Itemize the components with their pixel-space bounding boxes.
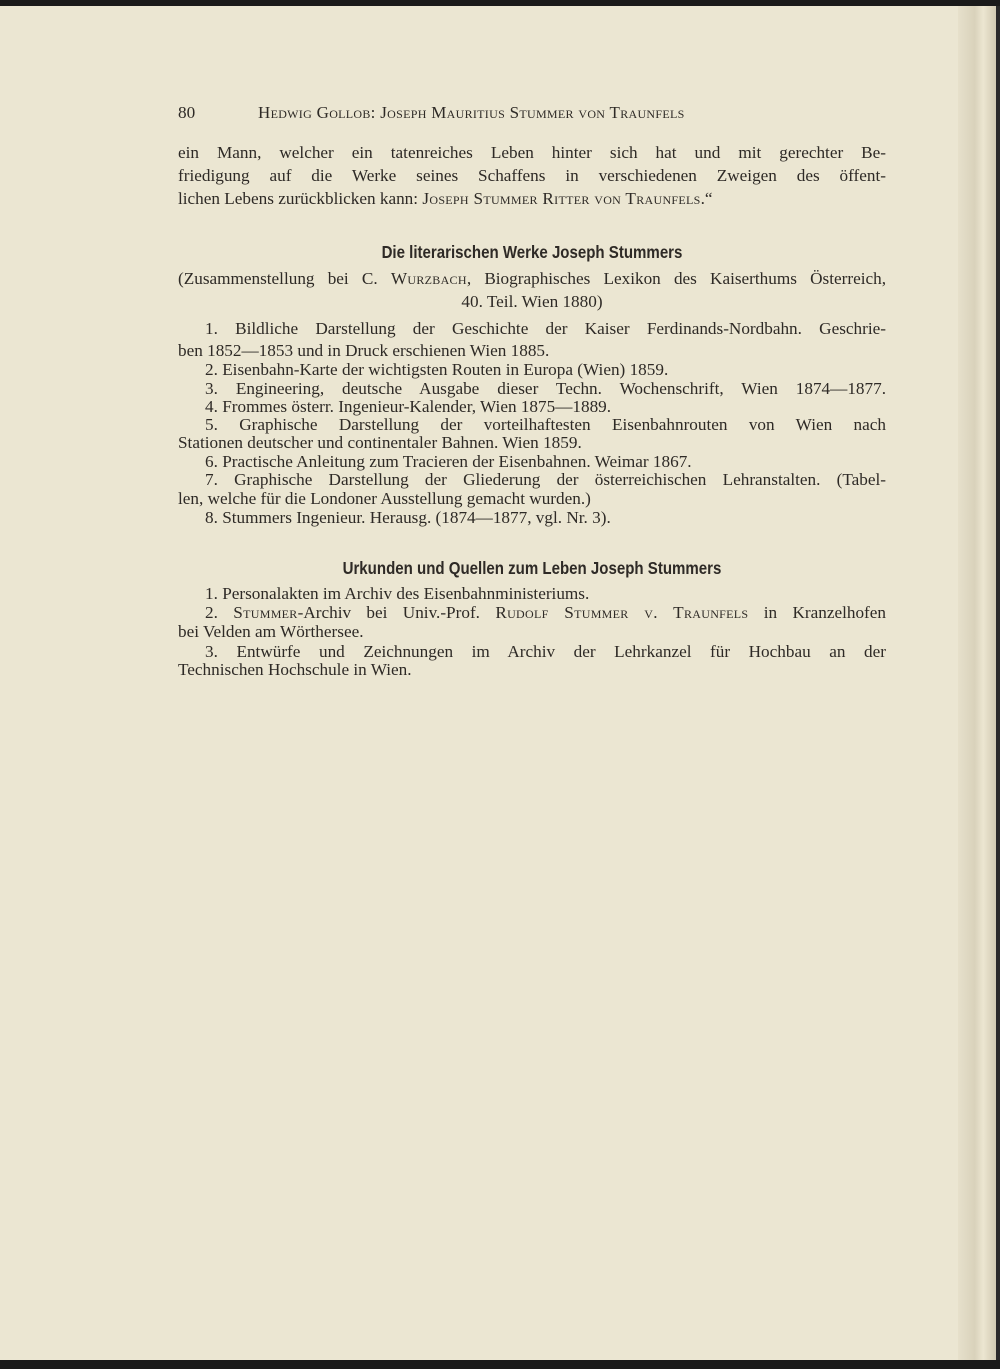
- list-item-line: [205, 508, 886, 528]
- text-segment: 6. Practische Anleitung zum Tracieren der Eisenbahnen. Weimar 1867.: [205, 452, 692, 471]
- text-segment: 7. Graphische Darstellung der Gliederung der österreichischen Lehranstalten. (Tabel-: [205, 470, 886, 489]
- section-heading: [228, 242, 837, 262]
- text-segment: Technischen Hochschule in Wien.: [178, 660, 412, 679]
- source-note-line: [178, 292, 886, 312]
- text-segment: len, welche für die Londoner Ausstellung gemacht wurden.): [178, 489, 591, 508]
- text-segment: 3. Entwürfe und Zeichnungen im Archiv der Lehrkanzel für Hochbau an der: [205, 642, 886, 661]
- text-segment: 2.: [205, 603, 234, 622]
- section-heading: [228, 558, 837, 578]
- text-segment: 1. Personalakten im Archiv des Eisenbahnministeriums.: [205, 584, 590, 603]
- text-segment: (Zusammenstellung bei C.: [178, 269, 391, 288]
- list-item-line: [205, 642, 886, 662]
- text-segment: 40. Teil. Wien 1880): [461, 292, 603, 311]
- list-item-line: [178, 660, 886, 680]
- list-item-line: [178, 341, 886, 361]
- text-segment: 4. Frommes österr. Ingenieur-Kalender, Wien 1875—1889.: [205, 397, 612, 416]
- list-item-line: [205, 379, 886, 399]
- list-item-line: [178, 433, 886, 453]
- small-caps-name: Joseph Stummer Ritter von Traunfels: [422, 189, 701, 208]
- list-item-line: [178, 489, 886, 509]
- text-segment: ben 1852—1853 und in Druck erschienen Wien 1885.: [178, 341, 550, 360]
- page-edge: [958, 6, 1000, 1360]
- body-line: [178, 166, 886, 186]
- list-item-line: [205, 415, 886, 435]
- small-caps-name: Wurzbach: [390, 269, 467, 288]
- text-segment: -Archiv bei Univ.-Prof.: [297, 603, 496, 622]
- text-segment: lichen Lebens zurückblicken kann:: [178, 189, 423, 208]
- text-segment: Urkunden und Quellen zum Leben Joseph Stummers: [342, 558, 722, 578]
- small-caps-name: Rudolf Stummer v. Traunfels: [495, 603, 749, 622]
- small-caps-name: Stummer: [233, 603, 298, 622]
- body-line: [178, 189, 886, 209]
- text-segment: , Biographisches Lexikon des Kaiserthums Österreich,: [466, 269, 886, 288]
- body-line: [178, 143, 886, 163]
- text-segment: 1. Bildliche Darstellung der Geschichte der Kaiser Ferdinands-Nordbahn. Geschrie-: [205, 319, 886, 338]
- list-item-line: [205, 452, 886, 472]
- text-segment: .“: [700, 189, 713, 208]
- page-number: 80: [178, 103, 196, 122]
- text-segment: ein Mann, welcher ein tatenreiches Leben hinter sich hat und mit gerechter Be-: [178, 143, 886, 162]
- list-item-line: [205, 360, 886, 380]
- list-item-line: [205, 397, 886, 417]
- text-segment: 8. Stummers Ingenieur. Herausg. (1874—1877, vgl. Nr. 3).: [205, 508, 611, 527]
- text-segment: Stationen deutscher und continentaler Bahnen. Wien 1859.: [178, 433, 582, 452]
- text-segment: in Kranzelhofen: [748, 603, 886, 622]
- list-item-line: [178, 622, 886, 642]
- text-segment: bei Velden am Wörthersee.: [178, 622, 364, 641]
- text-segment: 3. Engineering, deutsche Ausgabe dieser Techn. Wochenschrift, Wien 1874—1877.: [205, 379, 886, 398]
- text-segment: Die literarischen Werke Joseph Stummers: [381, 242, 683, 262]
- text-segment: 5. Graphische Darstellung der vorteilhaftesten Eisenbahnrouten von Wien nach: [205, 415, 886, 434]
- list-item-line: [205, 470, 886, 490]
- list-item-line: [205, 584, 886, 604]
- list-item-line: [205, 319, 886, 339]
- text-segment: friedigung auf die Werke seines Schaffens in verschiedenen Zweigen des öffent-: [178, 166, 886, 185]
- document-page: [0, 6, 1000, 1360]
- running-title: Hedwig Gollob: Joseph Mauritius Stummer von Traunfels: [258, 103, 685, 122]
- source-note-line: [178, 269, 886, 289]
- text-segment: 2. Eisenbahn-Karte der wichtigsten Routen in Europa (Wien) 1859.: [205, 360, 669, 379]
- list-item-line: [205, 603, 886, 623]
